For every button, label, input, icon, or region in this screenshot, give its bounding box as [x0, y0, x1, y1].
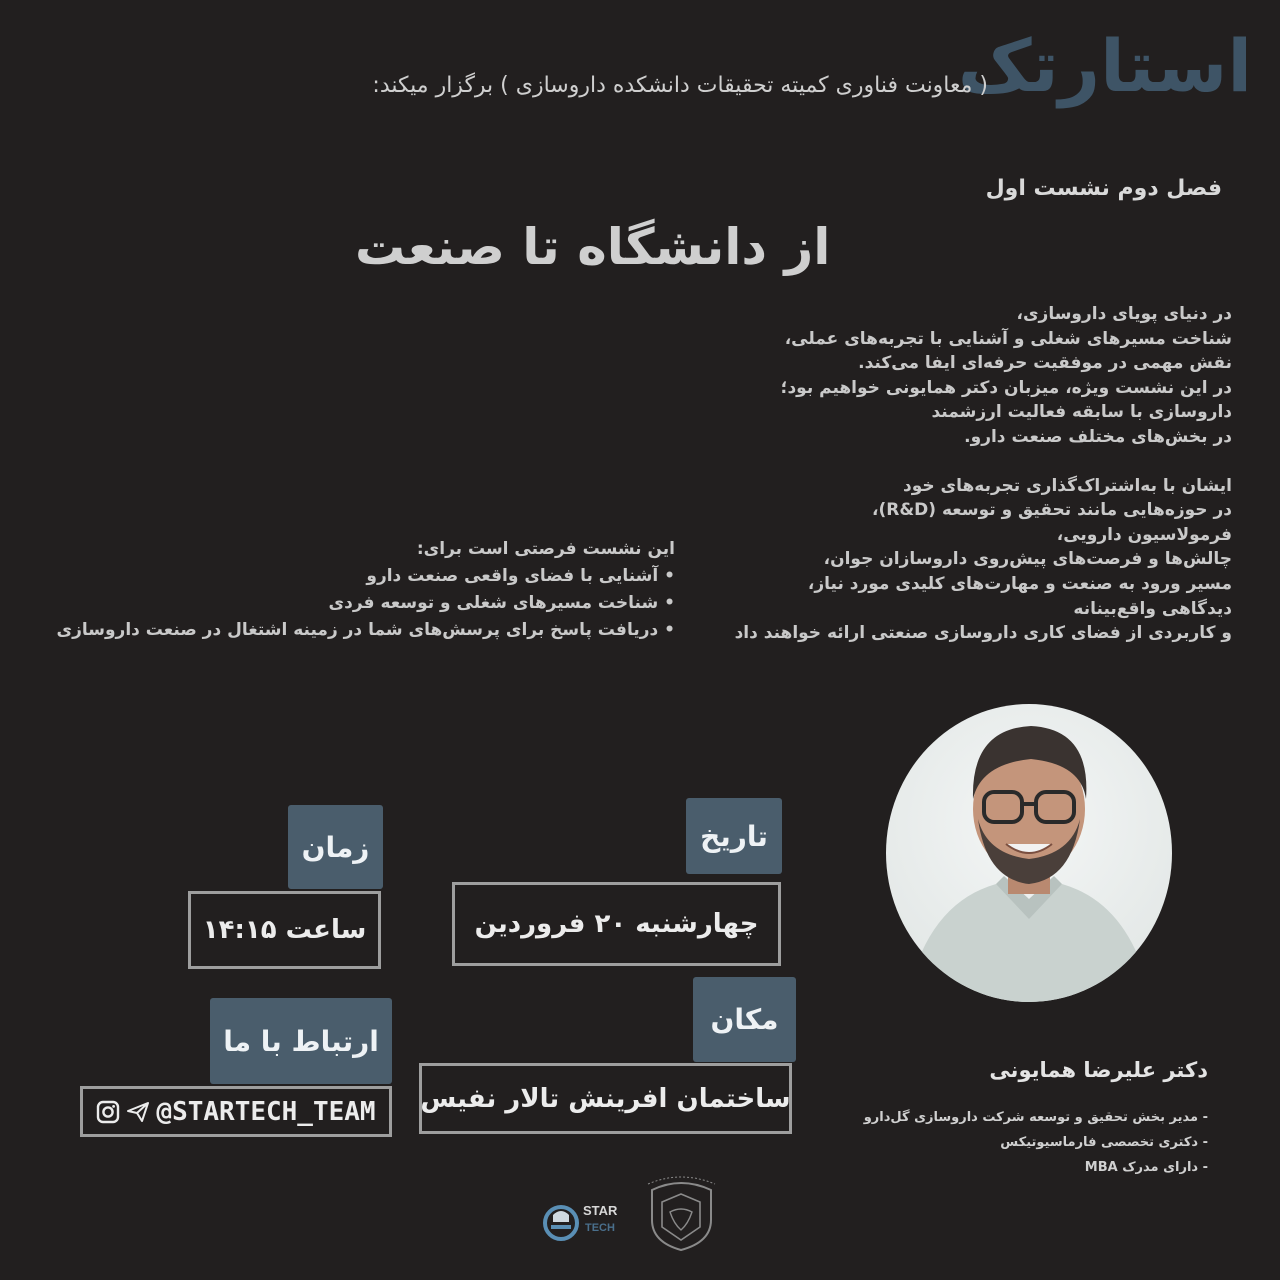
credential-item: - مدیر بخش تحقیق و توسعه شرکت داروسازی گل‌دارو — [863, 1110, 1208, 1125]
intro-line: در بخش‌های مختلف صنعت دارو. — [964, 426, 1232, 447]
place-label: مکان — [693, 977, 796, 1062]
time-value: ساعت ۱۴:۱۵ — [188, 891, 381, 969]
intro-line: دیدگاهی واقع‌بینانه — [1073, 598, 1232, 619]
logo-text-star: STAR — [583, 1203, 618, 1218]
benefit-item: • آشنایی با فضای واقعی صنعت دارو — [366, 566, 675, 586]
paragraph-gap — [632, 450, 1232, 474]
logo-text-tech: TECH — [585, 1222, 615, 1234]
intro-line: فرمولاسیون دارویی، — [1056, 524, 1232, 545]
speaker-credentials — [864, 1105, 1208, 1180]
session-label: فصل دوم نشست اول — [985, 176, 1222, 201]
intro-line: و کاربردی از فضای کاری داروسازی صنعتی ارائه خواهند داد — [734, 623, 1232, 644]
credential-item: - دکتری تخصصی فارماسیوتیکس — [1000, 1135, 1208, 1150]
telegram-icon[interactable] — [126, 1100, 150, 1124]
intro-line: در حوزه‌هایی مانند تحقیق و توسعه (R&D)، — [872, 500, 1232, 521]
intro-line: داروسازی با سابقه فعالیت ارزشمند — [931, 402, 1232, 423]
contact-label: ارتباط با ما — [210, 998, 392, 1084]
speaker-portrait-image — [886, 704, 1172, 1002]
speaker-name: دکتر علیرضا همایونی — [989, 1058, 1208, 1082]
intro-line: در دنیای پویای داروسازی، — [1016, 304, 1232, 324]
benefits-list — [57, 536, 676, 644]
speaker-photo — [886, 704, 1172, 1002]
intro-line: ایشان با به‌اشتراک‌گذاری تجربه‌های خود — [902, 475, 1232, 496]
instagram-icon[interactable] — [96, 1100, 120, 1124]
place-value: ساختمان افرینش تالار نفیس — [419, 1063, 792, 1134]
date-label: تاریخ — [686, 798, 782, 874]
event-title: از دانشگاه تا صنعت — [355, 218, 831, 276]
university-emblem — [644, 1172, 719, 1252]
contact-handle-box[interactable] — [80, 1086, 392, 1137]
intro-line: چالش‌ها و فرصت‌های پیش‌روی داروسازان جوان، — [823, 549, 1232, 570]
intro-line: در این نشست ویژه، میزبان دکتر همایونی خواهیم بود؛ — [780, 377, 1232, 398]
intro-text — [632, 302, 1232, 646]
contact-handle[interactable]: @STARTECH_TEAM — [156, 1096, 376, 1127]
brand-logo-text: استارتک — [957, 24, 1252, 108]
organizer-subtitle: ( معاونت فناوری کمیته تحقیقات دانشکده داروسازی ) برگزار میکند: — [372, 73, 988, 98]
benefit-item: • شناخت مسیرهای شغلی و توسعه فردی — [328, 593, 675, 613]
time-label: زمان — [288, 805, 383, 889]
date-value: چهارشنبه ۲۰ فروردین — [452, 882, 781, 966]
intro-line: شناخت مسیرهای شغلی و آشنایی با تجربه‌های عملی، — [784, 328, 1232, 349]
intro-line: نقش مهمی در موفقیت حرفه‌ای ایفا می‌کند. — [858, 353, 1232, 374]
benefit-item: • دریافت پاسخ برای پرسش‌های شما در زمینه اشتغال در صنعت داروسازی — [56, 620, 675, 640]
benefits-heading: این نشست فرصتی است برای: — [416, 539, 675, 559]
credential-item: - دارای مدرک MBA — [1084, 1160, 1208, 1175]
startech-logo — [543, 1195, 635, 1250]
intro-line: مسیر ورود به صنعت و مهارت‌های کلیدی مورد نیاز، — [807, 573, 1232, 594]
